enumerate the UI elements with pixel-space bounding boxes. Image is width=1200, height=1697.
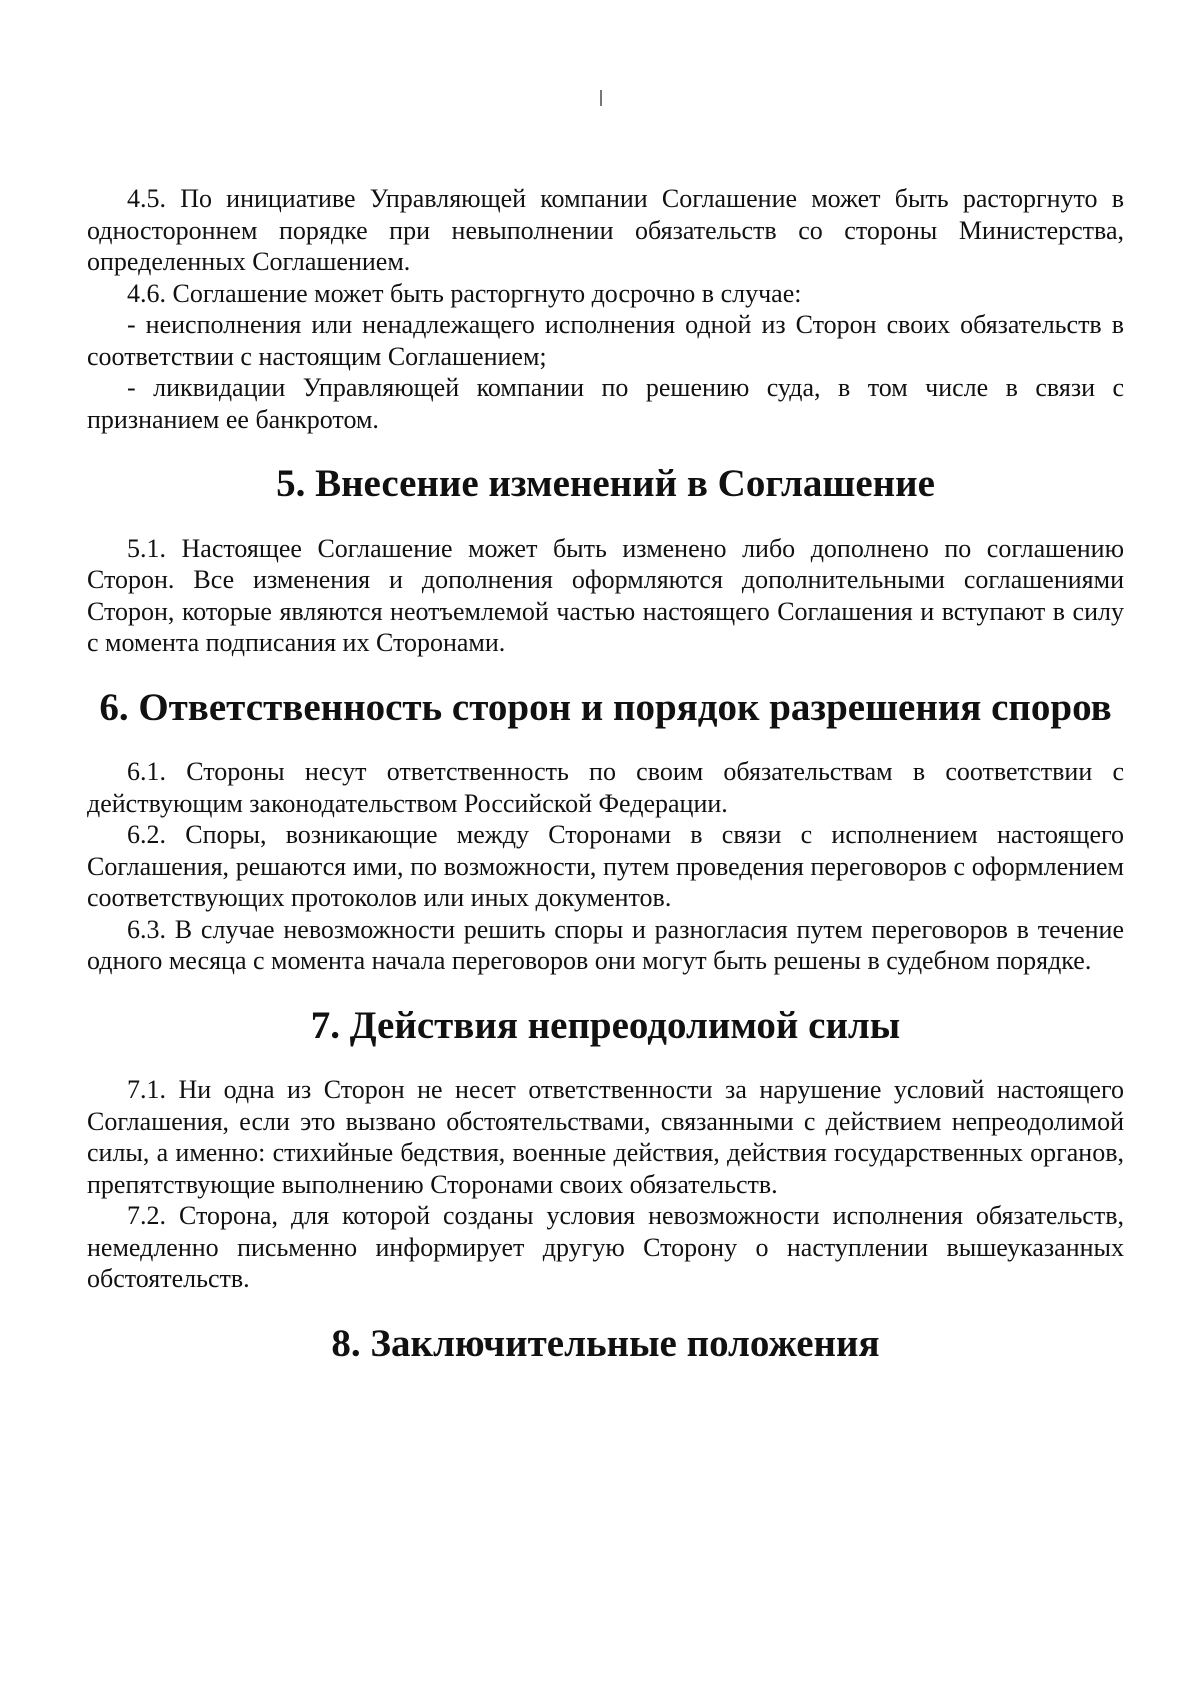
section-heading-7: 7. Действия непреодолимой силы: [310, 1003, 901, 1047]
paragraph-7-1: 7.1. Ни одна из Сторон не несет ответственности за нарушение условий настоящего Соглашения, если это вызвано обстоятельствами, связанными с действием непреодолимой силы, а именно: стихийные бедствия, военные действия, действия государственных органов, препятствующие выполнению Сторонами своих обязательств.: [87, 1075, 1124, 1199]
section-heading-8: 8. Заключительные положения: [331, 1321, 880, 1365]
paragraph-4-6: 4.6. Соглашение может быть расторгнуто досрочно в случае:: [127, 278, 802, 308]
section-heading-5: 5. Внесение изменений в Соглашение: [276, 462, 935, 505]
paragraph-7-2: 7.2. Сторона, для которой созданы условия невозможности исполнения обязательств, немедленно письменно информирует другую Сторону о наступлении вышеуказанных обстоятельств.: [87, 1201, 1124, 1293]
paragraph-6-2: 6.2. Споры, возникающие между Сторонами в связи с исполнением настоящего Соглашения, решаются ими, по возможности, путем проведения переговоров с оформлением соответствующих протоколов или иных документов.: [87, 820, 1124, 912]
document-body: [87, 183, 1124, 1365]
paragraph-5-1: 5.1. Настоящее Соглашение может быть изменено либо дополнено по соглашению Сторон. Все изменения и дополнения оформляются дополнительными соглашениями Сторон, которые являются неотъемлемой частью настоящего Соглашения и вступают в силу с момента подписания их Сторонами.: [87, 533, 1124, 657]
list-item: - ликвидации Управляющей компании по решению суда, в том числе в связи с признанием ее банкротом.: [87, 373, 1124, 434]
list-item: - неисполнения или ненадлежащего исполнения одной из Сторон своих обязательств в соответствии с настоящим Соглашением;: [87, 310, 1124, 371]
paragraph-6-3: 6.3. В случае невозможности решить споры и разногласия путем переговоров в течение одного месяца с момента начала переговоров они могут быть решены в судебном порядке.: [87, 914, 1124, 975]
page-mark: [600, 90, 602, 106]
section-heading-6: 6. Ответственность сторон и порядок разрешения споров: [99, 685, 1112, 729]
paragraph-6-1: 6.1. Стороны несут ответственность по своим обязательствам в соответствии с действующим законодательством Российской Федерации.: [87, 757, 1124, 818]
paragraph-4-5: 4.5. По инициативе Управляющей компании Соглашение может быть расторгнуто в одностороннем порядке при невыполнении обязательств со стороны Министерства, определенных Соглашением.: [87, 184, 1124, 276]
